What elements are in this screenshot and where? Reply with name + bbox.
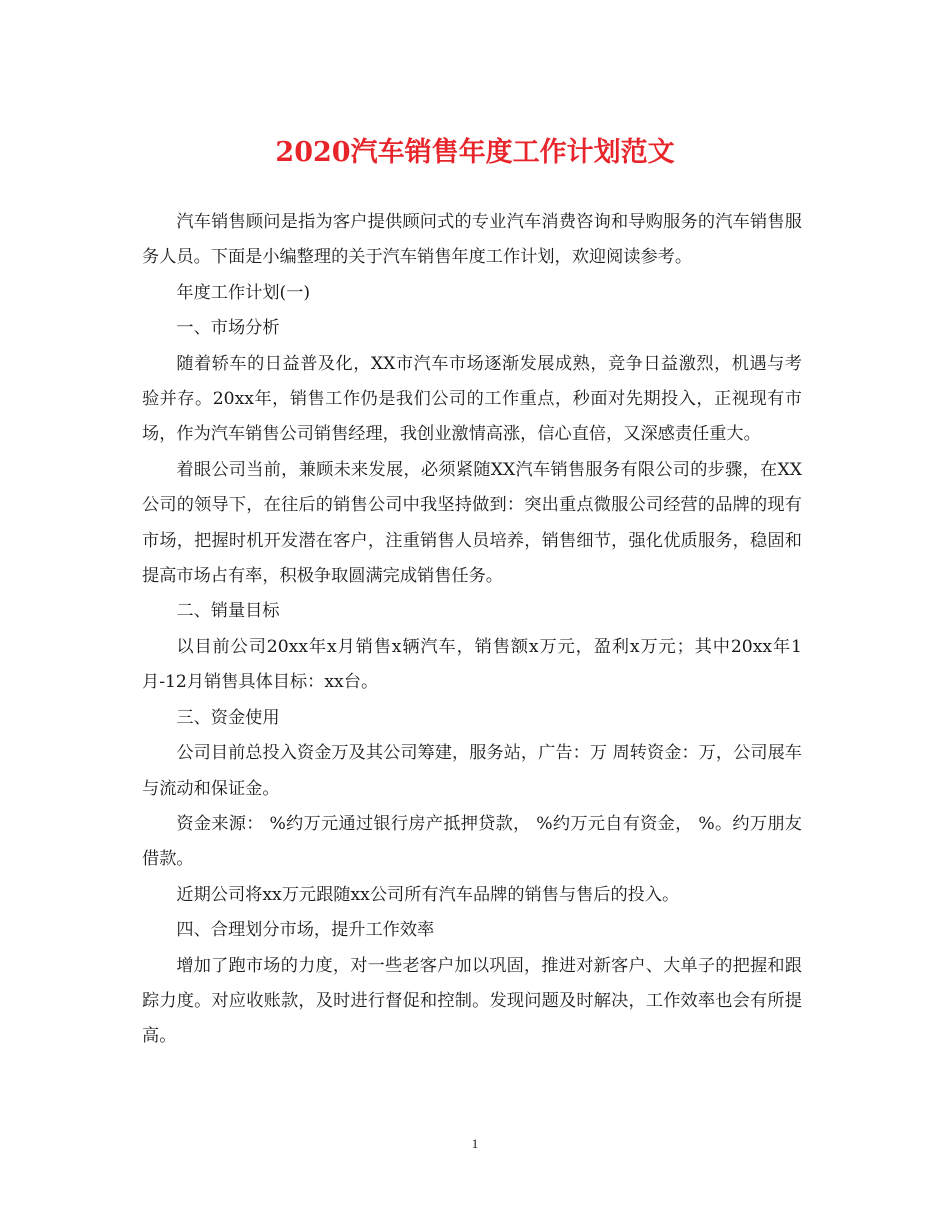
paragraph: 以目前公司20xx年x月销售x辆汽车，销售额x万元，盈利x万元；其中20xx年1月-12月销售具体目标：xx台。 bbox=[142, 636, 802, 693]
document-title: 2020汽车销售年度工作计划范文 bbox=[275, 137, 675, 168]
section-heading: 一、市场分析 bbox=[176, 318, 280, 339]
section-heading: 年度工作计划(一) bbox=[176, 282, 311, 303]
section-heading: 三、资金使用 bbox=[176, 707, 280, 728]
paragraph: 随着轿车的日益普及化，XX市汽车市场逐渐发展成熟，竞争日益激烈，机遇与考验并存。20xx年，销售工作仍是我们公司的工作重点，秒面对先期投入，正视现有市场，作为汽车销售公司销售经理，我创业激情高涨，信心直倍，又深感责任重大。 bbox=[142, 353, 802, 445]
paragraph: 增加了跑市场的力度，对一些老客户加以巩固，推进对新客户、大单子的把握和跟踪力度。对应收账款，及时进行督促和控制。发现问题及时解决，工作效率也会有所提高。 bbox=[142, 955, 802, 1047]
paragraph: 着眼公司当前，兼顾未来发展，必须紧随XX汽车销售服务有限公司的步骤，在XX公司的领导下，在往后的销售公司中我坚持做到：突出重点微服公司经营的品牌的现有市场，把握时机开发潜在客户，注重销售人员培养，销售细节，强化优质服务，稳固和提高市场占有率，积极争取圆满完成销售任务。 bbox=[142, 459, 802, 587]
paragraph: 汽车销售顾问是指为客户提供顾问式的专业汽车消费咨询和导购服务的汽车销售服务人员。下面是小编整理的关于汽车销售年度工作计划，欢迎阅读参考。 bbox=[142, 212, 802, 268]
page-number: 1 bbox=[471, 1136, 479, 1151]
section-heading: 二、销量目标 bbox=[176, 601, 280, 622]
paragraph: 公司目前总投入资金万及其公司筹建，服务站，广告：万 周转资金：万，公司展车与流动和保证金。 bbox=[142, 743, 802, 799]
document-body bbox=[142, 205, 802, 1055]
section-heading: 四、合理划分市场，提升工作效率 bbox=[176, 920, 435, 941]
paragraph: 资金来源： %约万元通过银行房产抵押贷款， %约万元自有资金， %。约万朋友借款。 bbox=[142, 813, 802, 870]
paragraph: 近期公司将xx万元跟随xx公司所有汽车品牌的销售与售后的投入。 bbox=[176, 884, 680, 905]
